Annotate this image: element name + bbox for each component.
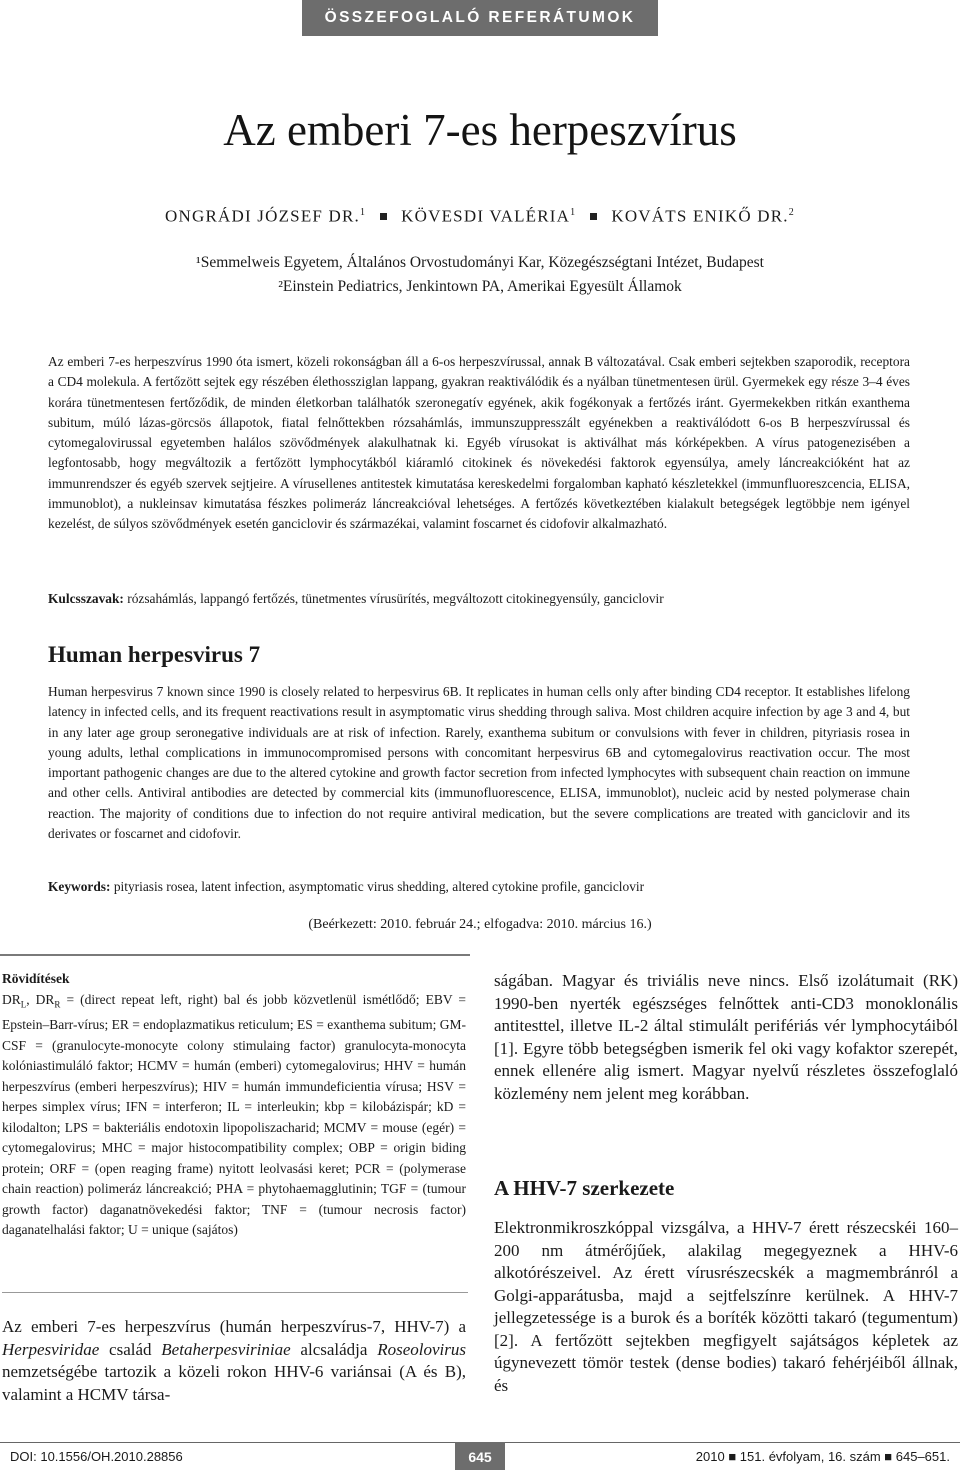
abbreviations-text: $DR_L$, $DR_R$ = (direct repeat left, right) bal és jobb közvetlenül ismétlődő; EBV = Epstein–Barr-vírus; ER = endoplazmatikus reticulum; ES = exanthema subitum; GM-CSF = (granulocyte-monocyte colony stimulaing factor) granulocyta-monocyta kolóniastimuláló faktor; HCMV = humán (emberi) cytomegalovirus; HHV = humán herpeszvírus (emberi herpeszvírus); HIV = humán immundeficientia vírusa; HSV = herpes simplex vírus; IFN = interferon; IL = interleukin; kbp = kilobázispár; kD = kilodalton; LPS = bakteriális endotoxin lipopoliszacharid; MCMV = mouse (egér) = cytomegalovirus; MHC = major histocompatibility complex; OBP = origin biding protein; ORF = (open reaging frame) nyitott leolvasási keret; PCR = (polymerase chain reaction) polimeráz láncreakció; PHA = phytohaemagglutinin; TGF = (tumour growth factor) daganatnövekedési faktor; TNF = (tumour necrosis factor) daganatelhalási faktor; U = unique (sajátos) (2, 992, 466, 1238)
author-list (0, 201, 960, 229)
abstract-english: Human herpesvirus 7 known since 1990 is closely related to herpesvirus 6B. It replicates in human cells only after binding CD4 receptor. It establishes lifelong latency in infected cells, and its frequent reactivations result in asymptomatic virus shedding through saliva. Most children acquire infection by age 3 and 4, but in any later age group seronegative individuals are at risk of infection. Rarely, exanthema subitum or convulsions with fever in children, pityriasis rosea in young adults, lethal complications in immunocompromised persons with concomitant herpesvirus 6B and cytomegalovirus reactivation occur. The most important pathogenic changes are due to the altered cytokine and growth factor secretion from infected lymphocytes with subsequent chain reaction on immune and other cells. Antiviral antibodies are detected by commercial kits (immunofluorescence, ELISA, immunoblot), nucleic acid by nested polymerase chain reaction. The majority of conditions due to infection do not require antiviral medication, but the severe complications are treated with ganciclovir and its derivates or foscarnet and cidofovir. (48, 684, 910, 842)
english-title: Human herpesvirus 7 (48, 642, 261, 667)
intro-paragraph-right: ságában. Magyar és triviális neve nincs. Első izolátumait (RK) 1990-ben nyerték egészséges felnőttek anti-CD3 monoklonális antitesttel, illetve IL-2 által stimulált perifériás vér lymphocytáiból [1]. Egyre több betegségben ismerik fel oki vagy kofaktor szerepét, ennek ellenére alig ismert. Magyar nyelvű részletes összefoglaló közlemény nem jelent meg korábban. (494, 971, 958, 1103)
author-separator (380, 213, 387, 220)
abbreviations-divider (2, 1292, 468, 1293)
affiliation-2: ²Einstein Pediatrics, Jenkintown PA, Amerikai Egyesült Államok (278, 278, 682, 295)
author-separator (590, 213, 597, 220)
page-number: 645 (455, 1442, 505, 1470)
author-affiliation-mark: 1 (570, 207, 577, 218)
keywords-english (48, 877, 910, 897)
footer-doi: DOI: 10.1556/OH.2010.28856 (10, 1449, 183, 1464)
section-heading-structure: A HHV-7 szerkezete (494, 1176, 675, 1200)
article-title: Az emberi 7-es herpeszvírus (223, 105, 737, 155)
abstract-hungarian: Az emberi 7-es herpeszvírus 1990 óta ismert, közeli rokonságban áll a 6-os herpeszvírussal, annak B változatával. Csak emberi sejtekben szaporodik, receptora a CD4 molekula. A fertőzött sejtek egy részében élethossziglan lappang, gyakran reaktiválódik és a nyálban tünetmentesen ürül. Gyermekek egy része 3–4 éves korára tünetmentesen fertőződik, de minden életkorban találhatók szeronegatív egyének, akik fogékonyak a fertőzés iránt. Gyermekekben ritkán exanthema subitum, múló lázas-görcsös állapotok, fiatal felnőttekben rózsahámlás, immunszuppresszált egyénekben a reaktiválódott 6-os B herpeszvírussal és cytomegalovirussal egyetemben halálos szövődmények alakulhatnak ki. Egyéb vírusokat is aktiválhat más kórképekben. A vírus patogenezisében a legfontosabb, hogy megváltozik a fertőzött lymphocytákból kiáramló citokinek és növekedési faktorok egyensúlya, amely láncreakcióként hat az immunrendszer és egyéb szervek sejtjeire. A vírusellenes antitestek kimutatása kereskedelmi forgalomban kapható készletekkel (immunfluoreszcencia, ELISA, immunoblot), a nukleinsav kimutatása fészkes polimeráz láncreakcióval lehetséges. A fertőzés következtében kialakult betegségek legtöbbje nem igényel kezelést, de súlyos szövődmények esetén ganciclovir és származékai, valamint foscarnet és cidofovir alkalmazható. (48, 354, 910, 532)
keywords-text: rózsahámlás, lappangó fertőzés, tünetmentes vírusürítés, megváltozott citokinegyensúly, ganciclovir (123, 591, 664, 606)
keywords-text: pityriasis rosea, latent infection, asymptomatic virus shedding, altered cytokine profile, ganciclovir (110, 879, 645, 894)
received-dates: (Beérkezett: 2010. február 24.; elfogadva: 2010. március 16.) (308, 917, 652, 932)
keywords-label: Kulcsszavak: (48, 591, 124, 606)
intro-paragraph-left: Az emberi 7-es herpeszvírus (humán herpeszvírus-7, HHV-7) a Herpesviridae család Betaherpesviriniae alcsaládja Roseolovirus nemzetségébe tartozik a közeli rokon HHV-6 variánsai (A és B), valamint a HCMV társa- (2, 1317, 466, 1404)
keywords-hungarian (48, 589, 910, 609)
affiliation-1: ¹Semmelweis Egyetem, Általános Orvostudományi Kar, Közegészségtani Intézet, Budapest (196, 254, 764, 271)
author-affiliation-mark: 1 (359, 207, 367, 218)
author-name: ONGRÁDI JÓZSEF DR. (165, 206, 360, 226)
author-name: KÖVESDI VALÉRIA (401, 206, 571, 226)
column-divider (0, 954, 470, 956)
section-header-tab: ÖSSZEFOGLALÓ REFERÁTUMOK (302, 0, 658, 36)
footer-issue-info: 2010 ■ 151. évfolyam, 16. szám ■ 645–651. (695, 1449, 950, 1464)
structure-paragraph: Elektronmikroszkóppal vizsgálva, a HHV-7 érett részecskéi 160–200 nm átmérőjűek, alakilag megegyeznek a HHV-6 alkotórészeivel. Az érett vírusrészecskék a magmembránról a Golgi-apparátusba, majd a sejtfelszínre kerülnek. A HHV-7 jellegzetessége is a burok és a boríték közötti takaró (tegumentum) [2]. A fertőzött sejtekben megfigyelt sajátságos képletek az úgynevezett tömör testek (dense bodies) takaró fehérjéiből állnak, és (494, 1218, 958, 1395)
keywords-label: Keywords: (48, 879, 111, 894)
author-name: KOVÁTS ENIKŐ DR. (611, 206, 789, 226)
author-affiliation-mark: 2 (788, 207, 795, 218)
abbreviations-heading: Rövidítések (2, 971, 70, 986)
